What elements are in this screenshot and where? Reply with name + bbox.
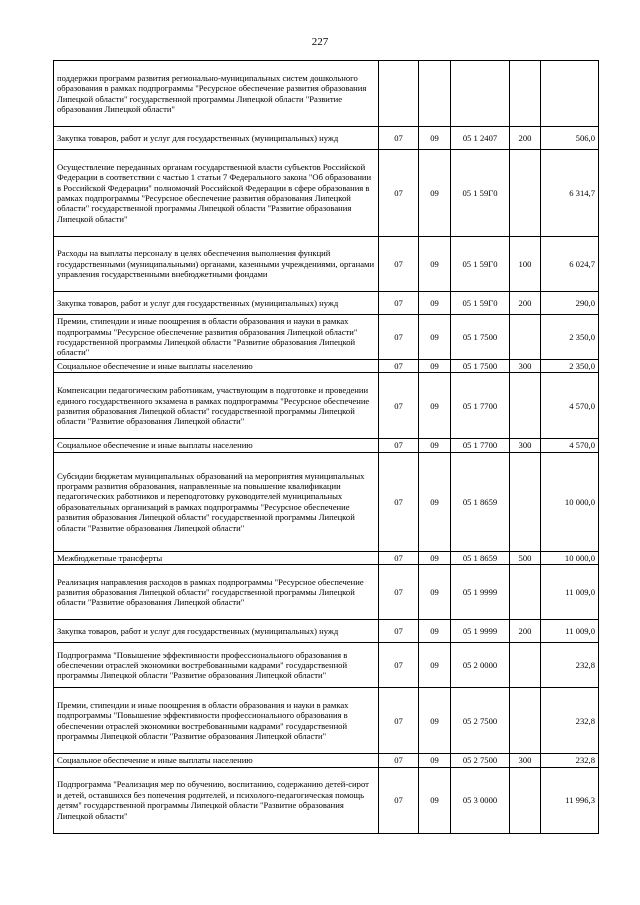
expense-type-cell: 200: [510, 127, 541, 150]
target-article-cell: 05 1 59Г0: [451, 237, 510, 292]
amount-cell: 2 350,0: [541, 315, 599, 360]
table-row: [54, 150, 599, 237]
amount-cell: 4 570,0: [541, 439, 599, 452]
subsection-code-cell: 09: [419, 373, 451, 439]
amount-cell: 2 350,0: [541, 360, 599, 373]
expense-type-cell: [510, 688, 541, 754]
expense-name-cell: Социальное обеспечение и иные выплаты населению: [54, 360, 379, 373]
amount-cell: 10 000,0: [541, 551, 599, 564]
expense-name-cell: Закупка товаров, работ и услуг для государственных (муниципальных) нужд: [54, 292, 379, 315]
amount-cell: 232,8: [541, 688, 599, 754]
expense-name-cell: Социальное обеспечение и иные выплаты населению: [54, 754, 379, 767]
section-code-cell: [379, 61, 419, 127]
section-code-cell: 07: [379, 754, 419, 767]
expense-type-cell: 100: [510, 237, 541, 292]
subsection-code-cell: 09: [419, 551, 451, 564]
section-code-cell: 07: [379, 620, 419, 643]
target-article-cell: 05 1 8659: [451, 452, 510, 551]
table-row: [54, 688, 599, 754]
target-article-cell: [451, 61, 510, 127]
target-article-cell: 05 1 59Г0: [451, 150, 510, 237]
expense-type-cell: 200: [510, 620, 541, 643]
subsection-code-cell: 09: [419, 292, 451, 315]
section-code-cell: 07: [379, 373, 419, 439]
section-code-cell: 07: [379, 688, 419, 754]
target-article-cell: 05 1 9999: [451, 620, 510, 643]
expense-name-cell: Закупка товаров, работ и услуг для государственных (муниципальных) нужд: [54, 127, 379, 150]
subsection-code-cell: 09: [419, 127, 451, 150]
target-article-cell: 05 1 7700: [451, 373, 510, 439]
amount-cell: 11 009,0: [541, 620, 599, 643]
expense-type-cell: 300: [510, 754, 541, 767]
section-code-cell: 07: [379, 439, 419, 452]
subsection-code-cell: 09: [419, 237, 451, 292]
expense-type-cell: [510, 150, 541, 237]
expense-name-cell: Реализация направления расходов в рамках подпрограммы "Ресурсное обеспечение развития образования Липецкой области" государственной программы Липецкой области "Развитие образования Липецкой области": [54, 565, 379, 620]
amount-cell: [541, 61, 599, 127]
subsection-code-cell: 09: [419, 360, 451, 373]
target-article-cell: 05 1 9999: [451, 565, 510, 620]
section-code-cell: 07: [379, 360, 419, 373]
section-code-cell: 07: [379, 767, 419, 833]
expense-type-cell: 300: [510, 360, 541, 373]
target-article-cell: 05 1 7500: [451, 360, 510, 373]
target-article-cell: 05 3 0000: [451, 767, 510, 833]
expense-type-cell: [510, 452, 541, 551]
section-code-cell: 07: [379, 127, 419, 150]
expense-name-cell: Расходы на выплаты персоналу в целях обеспечения выполнения функций государственными (муниципальными) органами, казенными учреждениями, органами управления государственными внебюджетными фондами: [54, 237, 379, 292]
expense-type-cell: [510, 373, 541, 439]
target-article-cell: 05 1 2407: [451, 127, 510, 150]
section-code-cell: 07: [379, 452, 419, 551]
subsection-code-cell: 09: [419, 315, 451, 360]
table-row: [54, 643, 599, 688]
expense-type-cell: [510, 767, 541, 833]
section-code-cell: 07: [379, 315, 419, 360]
amount-cell: 11 009,0: [541, 565, 599, 620]
expense-name-cell: поддержки программ развития регионально-муниципальных систем дошкольного образования в рамках подпрограммы "Ресурсное обеспечение развития образования Липецкой области" государственной программы Липецкой области "Развитие образования Липецкой области": [54, 61, 379, 127]
target-article-cell: 05 2 7500: [451, 688, 510, 754]
table-row: [54, 620, 599, 643]
table-row: [54, 754, 599, 767]
subsection-code-cell: 09: [419, 767, 451, 833]
target-article-cell: 05 2 0000: [451, 643, 510, 688]
subsection-code-cell: 09: [419, 565, 451, 620]
table-row: [54, 292, 599, 315]
subsection-code-cell: 09: [419, 150, 451, 237]
expense-name-cell: Премии, стипендии и иные поощрения в области образования и науки в рамках подпрограммы "Ресурсное обеспечение развития образования Липецкой области" государственной программы Липецкой области "Развитие образования Липецкой области": [54, 315, 379, 360]
table-row: [54, 452, 599, 551]
amount-cell: 290,0: [541, 292, 599, 315]
subsection-code-cell: 09: [419, 643, 451, 688]
page-number: 227: [311, 36, 329, 48]
table-row: [54, 61, 599, 127]
expense-name-cell: Подпрограмма "Реализация мер по обучению, воспитанию, содержанию детей-сирот и детей, оставшихся без попечения родителей, и психолого-педагогическая помощь детям" государственной программы Липецкой области "Развитие образования Липецкой области": [54, 767, 379, 833]
subsection-code-cell: 09: [419, 688, 451, 754]
table-row: [54, 315, 599, 360]
target-article-cell: 05 1 7700: [451, 439, 510, 452]
budget-table-body: [54, 61, 599, 834]
expense-type-cell: 300: [510, 439, 541, 452]
subsection-code-cell: 09: [419, 439, 451, 452]
amount-cell: 10 000,0: [541, 452, 599, 551]
expense-type-cell: [510, 61, 541, 127]
table-row: [54, 551, 599, 564]
section-code-cell: 07: [379, 237, 419, 292]
table-row: [54, 767, 599, 833]
section-code-cell: 07: [379, 551, 419, 564]
amount-cell: 6 024,7: [541, 237, 599, 292]
expense-type-cell: 500: [510, 551, 541, 564]
amount-cell: 506,0: [541, 127, 599, 150]
expense-name-cell: Социальное обеспечение и иные выплаты населению: [54, 439, 379, 452]
table-row: [54, 565, 599, 620]
expense-type-cell: [510, 643, 541, 688]
expense-name-cell: Компенсации педагогическим работникам, участвующим в подготовке и проведении единого государственного экзамена в рамках подпрограммы "Ресурсное обеспечение развития образования Липецкой области" государственной программы Липецкой области "Развитие образования Липецкой области": [54, 373, 379, 439]
expense-name-cell: Межбюджетные трансферты: [54, 551, 379, 564]
table-row: [54, 127, 599, 150]
amount-cell: 4 570,0: [541, 373, 599, 439]
subsection-code-cell: 09: [419, 754, 451, 767]
target-article-cell: 05 1 8659: [451, 551, 510, 564]
target-article-cell: 05 1 7500: [451, 315, 510, 360]
budget-table: [53, 60, 599, 834]
section-code-cell: 07: [379, 643, 419, 688]
target-article-cell: 05 2 7500: [451, 754, 510, 767]
amount-cell: 11 996,3: [541, 767, 599, 833]
section-code-cell: 07: [379, 565, 419, 620]
expense-name-cell: Субсидии бюджетам муниципальных образований на мероприятия муниципальных программ развития образования, направленные на повышение квалификации педагогических работников и переподготовку руководителей муниципальных образовательных организаций в рамках подпрограммы "Ресурсное обеспечение развития образования Липецкой области" государственной программы Липецкой области "Развитие образования Липецкой области": [54, 452, 379, 551]
expense-name-cell: Премии, стипендии и иные поощрения в области образования и науки в рамках подпрограммы "Повышение эффективности профессионального образования в обеспечении отраслей экономики востребованными кадрами" государственной программы Липецкой области "Развитие образования Липецкой области": [54, 688, 379, 754]
expense-type-cell: [510, 315, 541, 360]
subsection-code-cell: 09: [419, 620, 451, 643]
subsection-code-cell: 09: [419, 452, 451, 551]
amount-cell: 6 314,7: [541, 150, 599, 237]
expense-type-cell: 200: [510, 292, 541, 315]
expense-name-cell: Подпрограмма "Повышение эффективности профессионального образования в обеспечении отраслей экономики востребованными кадрами" государственной программы Липецкой области "Развитие образования Липецкой области": [54, 643, 379, 688]
table-row: [54, 360, 599, 373]
table-row: [54, 439, 599, 452]
section-code-cell: 07: [379, 150, 419, 237]
table-row: [54, 373, 599, 439]
expense-name-cell: Осуществление переданных органам государственной власти субъектов Российской Федерации в соответствии с частью 1 статьи 7 Федерального закона "Об образовании в Российской Федерации" полномочий Российской Федерации в сфере образования в рамках подпрограммы "Ресурсное обеспечение развития образования Липецкой области" государственной программы Липецкой области "Развитие образования Липецкой области": [54, 150, 379, 237]
expense-type-cell: [510, 565, 541, 620]
target-article-cell: 05 1 59Г0: [451, 292, 510, 315]
expense-name-cell: Закупка товаров, работ и услуг для государственных (муниципальных) нужд: [54, 620, 379, 643]
amount-cell: 232,8: [541, 754, 599, 767]
section-code-cell: 07: [379, 292, 419, 315]
table-row: [54, 237, 599, 292]
subsection-code-cell: [419, 61, 451, 127]
amount-cell: 232,8: [541, 643, 599, 688]
